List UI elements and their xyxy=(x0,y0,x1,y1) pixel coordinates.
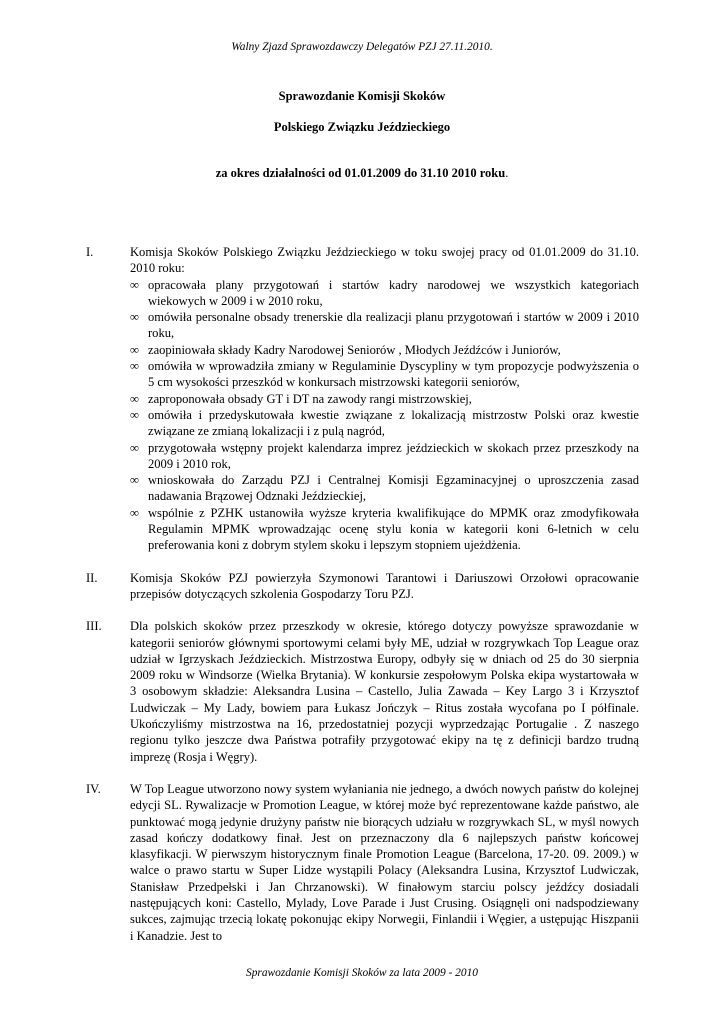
activity-list xyxy=(130,277,639,554)
list-item-text: wnioskowała do Zarządu PZJ i Centralnej Komisji Egzaminacyjnej o uproszczenia zasad nadawania Brązowej Odznaki Jeździeckiej, xyxy=(148,473,639,504)
list-item-text: omówiła personalne obsady trenerskie dla realizacji planu przygotowań i startów w 2009 i 2010 roku, xyxy=(148,310,639,341)
section-numeral: II. xyxy=(86,570,98,585)
list-item xyxy=(130,391,639,407)
list-item xyxy=(130,358,639,391)
list-item xyxy=(130,342,639,358)
section-content xyxy=(130,570,639,603)
list-item-text: zaopiniowała składy Kadry Narodowej Seniorów , Młodych Jeźdźców i Juniorów, xyxy=(148,342,561,357)
infinity-bullet-icon: ∞ xyxy=(130,277,139,292)
section-paragraph: W Top League utworzono nowy system wyłaniania nie jednego, a dwóch nowych państw do kolejnej edycji SL. Rywalizacje w Promotion League, w której może być reprezentowane każde państwo, ale punktować mogą jedynie drużyny państw nie biorących udziału w rozgrywkach SL, w myśl nowych zasad kończy dodatkowy finał. Jest on przeznaczony dla 6 najlepszych państw końcowej klasyfikacji. W pierwszym historycznym finale Promotion League (Barcelona, 17-20. 09. 2009.) w walce o prawo startu w Super Lidze wystąpili Polacy (Aleksandra Lusina, Krzysztof Ludwiczak, Stanisław Przedpełski i Jan Chrzanowski). W finałowym starciu polscy jeźdźcy dosiadali następujących koni: Castello, Mylady, Love Parade i Just Crusing. Osiągnęli oni nadspodziewany sukces, zajmując trzecią lokatę pokonując ekipy Norwegii, Finlandii i Węgier, a ustępując Hiszpanii i Kanadzie. Jest to xyxy=(130,781,639,943)
section-numeral: III. xyxy=(86,619,102,634)
infinity-bullet-icon: ∞ xyxy=(130,440,139,455)
list-item-text: przygotowała wstępny projekt kalendarza imprez jeździeckich w skokach przez przeszkody na 2009 i 2010 rok, xyxy=(148,440,639,471)
report-title: Sprawozdanie Komisji Skoków xyxy=(278,89,446,103)
infinity-bullet-icon: ∞ xyxy=(130,310,139,325)
report-body xyxy=(86,244,639,960)
section-paragraph: Dla polskich skoków przez przeszkody w okresie, którego dotyczy powyższe sprawozdanie w kategorii seniorów głównymi sportowymi celami były ME, udział w rozgrywkach Top League oraz udział w Igrzyskach Jeździeckich. Mistrzostwa Europy, odbyły się w dniach od 25 do 30 sierpnia 2009 roku w Windsorze (Wielka Brytania). W konkursie zespołowym Polska ekipa wystartowała w 3 osobowym składzie: Aleksandra Lusina – Castello, Julia Zawada – Key Largo 3 i Krzysztof Ludwiczak – My Lady, bowiem para Łukasz Jończyk – Ritus została wycofana po I półfinale. Ukończyliśmy mistrzostwa na 16, przedostatniej pozycji wyprzedzając Portugalie . Z naszego regionu tylko jeszcze dwa Państwa potrafiły przygotować ekipy na tę z definicji bardzo trudną imprezę (Rosja i Węgry). xyxy=(130,619,639,764)
list-item xyxy=(130,472,639,505)
infinity-bullet-icon: ∞ xyxy=(130,407,139,422)
section-i xyxy=(86,244,639,554)
list-item-text: omówiła w wprowadziła zmiany w Regulaminie Dyscypliny w tym propozycje podwyższenia o 5 cm wysokości przeszkód w konkursach mistrzowski kategorii seniorów, xyxy=(148,359,639,390)
page-header: Walny Zjazd Sprawozdawczy Delegatów PZJ 27.11.2010. xyxy=(231,41,493,53)
infinity-bullet-icon: ∞ xyxy=(130,359,139,374)
section-numeral: I. xyxy=(86,245,94,259)
page-footer: Sprawozdanie Komisji Skoków za lata 2009 - 2010 xyxy=(246,967,478,979)
section-content xyxy=(130,244,639,554)
section-content xyxy=(130,618,639,765)
list-item xyxy=(130,407,639,440)
list-item-text: omówiła i przedyskutowała kwestie związane z lokalizacją mistrzostw Polski oraz kwestie związane ze zmianą lokalizacji i z pulą nagród, xyxy=(148,407,639,439)
infinity-bullet-icon: ∞ xyxy=(130,391,139,406)
section-numeral: IV. xyxy=(86,781,101,796)
list-item-text: zaproponowała obsady GT i DT na zawody rangi mistrzowskiej, xyxy=(148,391,472,406)
report-period-text: za okres działalności od 01.01.2009 do 31.10 2010 roku xyxy=(215,166,506,180)
infinity-bullet-icon: ∞ xyxy=(130,505,139,520)
report-subtitle: Polskiego Związku Jeździeckiego xyxy=(273,120,451,134)
report-period-suffix: . xyxy=(505,166,509,180)
report-period xyxy=(0,166,724,181)
list-item xyxy=(130,309,639,342)
section-intro: Komisja Skoków Polskiego Związku Jeździeckiego w toku swojej pracy od 01.01.2009 do 31.10. 2010 roku: xyxy=(130,245,639,276)
section-content xyxy=(130,781,639,944)
infinity-bullet-icon: ∞ xyxy=(130,342,139,357)
list-item xyxy=(130,277,639,310)
infinity-bullet-icon: ∞ xyxy=(130,473,139,488)
list-item xyxy=(130,440,639,473)
section-ii xyxy=(86,570,639,603)
section-iv xyxy=(86,781,639,944)
list-item-text: wspólnie z PZHK ustanowiła wyższe kryteria kwalifikujące do MPMK oraz zmodyfikowała Regulamin MPMK wprowadzając ocenę stylu konia w kategorii koni 6-letnich w celu preferowania koni z dobrym stylem skoku i lepszym stopniem ujeżdżenia. xyxy=(148,505,639,553)
list-item-text: opracowała plany przygotowań i startów kadry narodowej we wszystkich kategoriach wiekowych w 2009 i w 2010 roku, xyxy=(148,277,639,308)
section-paragraph: Komisja Skoków PZJ powierzyła Szymonowi Tarantowi i Dariuszowi Orzołowi opracowanie przepisów dotyczących szkolenia Gospodarzy Toru PZJ. xyxy=(130,570,639,601)
list-item xyxy=(130,505,639,554)
section-iii xyxy=(86,618,639,765)
